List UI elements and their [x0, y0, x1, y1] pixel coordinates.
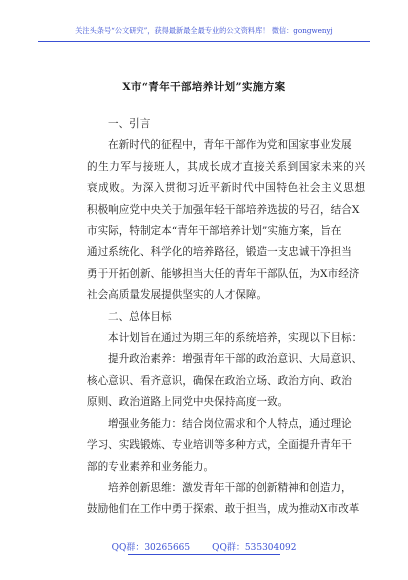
paragraph-line: 鼓励他们在工作中勇于探索、敢于担当，成为推动X市改革 [87, 503, 360, 516]
paragraph-line: 部的专业素养和业务能力。 [87, 460, 215, 473]
paragraph-goals-intro [87, 328, 363, 349]
paragraph-line: 原则、政治道路上同党中央保持高度一致。 [87, 396, 289, 409]
header-banner: 关注头条号“公文研究”，获得最新最全最专业的公文资料库！ 微信：gongwenyj [75, 26, 333, 35]
paragraph-goal-skills [87, 414, 352, 478]
header-divider [38, 41, 370, 42]
paragraph-line: 积极响应党中央关于加强年轻干部培养选拔的号召，结合X [87, 203, 360, 216]
paragraph-intro [87, 135, 366, 306]
document-title: X市“青年干部培养计划”实施方案 [122, 81, 286, 93]
paragraph-line: 学习、实践锻炼、专业培训等多种方式，全面提升青年干 [87, 439, 352, 452]
paragraph-line: 培养创新思维：激发青年干部的创新精神和创造力， [108, 481, 352, 494]
paragraph-line: 的生力军与接班人，其成长成才直接关系到国家未来的兴 [87, 160, 366, 173]
paragraph-line: 增强业务能力：结合岗位需求和个人特点，通过理论 [108, 417, 352, 430]
paragraph-goal-political [87, 349, 363, 413]
paragraph-line: 本计划旨在通过为期三年的系统培养，实现以下目标： [108, 332, 363, 345]
paragraph-line: 市实际，特制定本“青年干部培养计划”实施方案，旨在 [87, 225, 342, 238]
footer-qq-group-1: QQ群：30265665 [111, 543, 191, 553]
paragraph-goal-innovation [87, 478, 360, 521]
paragraph-line: 勇于开拓创新、能够担当大任的青年干部队伍，为X市经济 [87, 267, 360, 280]
footer-contact [0, 540, 408, 553]
paragraph-line: 衰成败。为深入贯彻习近平新时代中国特色社会主义思想 [87, 182, 366, 195]
paragraph-line: 在新时代的征程中，青年干部作为党和国家事业发展 [108, 139, 352, 152]
document-body [87, 114, 366, 521]
paragraph-line: 提升政治素养：增强青年干部的政治意识、大局意识、 [108, 353, 363, 366]
paragraph-line: 社会高质量发展提供坚实的人才保障。 [87, 289, 268, 302]
paragraph-line: 通过系统化、科学化的培养路径，锻造一支忠诚干净担当 [87, 246, 352, 259]
section-heading-intro: 一、引言 [108, 118, 151, 130]
footer-qq-group-2: QQ群：535304092 [212, 543, 297, 553]
paragraph-line: 核心意识、看齐意识，确保在政治立场、政治方向、政治 [87, 374, 352, 387]
section-heading-goals: 二、总体目标 [108, 310, 172, 323]
footer-divider [128, 554, 280, 555]
